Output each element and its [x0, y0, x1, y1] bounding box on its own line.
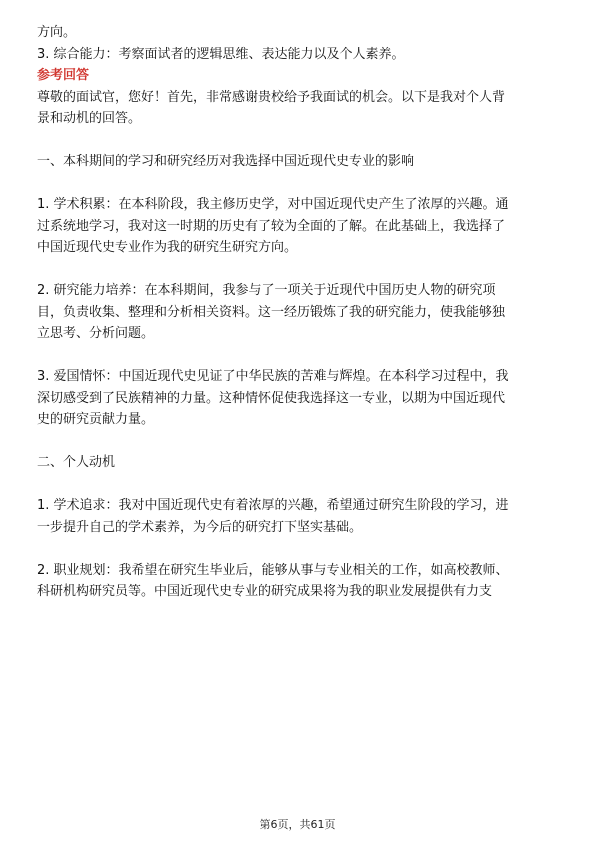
- section-heading: 二、个人动机: [37, 455, 116, 470]
- text-line: 目，负责收集、整理和分析相关资料。这一经历锻炼了我的研究能力，使我能够独: [37, 304, 506, 320]
- text-line: 科研机构研究员等。中国近现代史专业的研究成果将为我的职业发展提供有力支: [37, 584, 493, 599]
- text-line: 过系统地学习，我对这一时期的历史有了较为全面的了解。在此基础上，我选择了: [37, 218, 506, 234]
- paragraph-gap: [37, 130, 559, 152]
- page-number: 第6页，共61页: [259, 818, 336, 831]
- paragraph-gap: [37, 173, 559, 195]
- text-line: 史的研究贡献力量。: [37, 412, 155, 427]
- text-line: 景和动机的回答。: [37, 111, 142, 126]
- paragraph-gap: [37, 431, 559, 453]
- text-line: 方向。: [37, 25, 77, 40]
- text-line: 一步提升自己的学术素养，为今后的研究打下坚实基础。: [37, 519, 363, 535]
- text-line: 3. 爱国情怀：中国近现代史见证了中华民族的苦难与辉煌。在本科学习过程中，我: [37, 369, 509, 384]
- page-content: [37, 22, 559, 603]
- section-heading: 一、本科期间的学习和研究经历对我选择中国近现代史专业的影响: [37, 154, 415, 169]
- text-line: 2. 研究能力培养：在本科期间，我参与了一项关于近现代中国历史人物的研究项: [37, 283, 496, 298]
- text-line: 中国近现代史专业作为我的研究生研究方向。: [37, 240, 298, 255]
- paragraph-gap: [37, 474, 559, 496]
- text-line: 立思考、分析问题。: [37, 326, 155, 341]
- text-line: 3. 综合能力：考察面试者的逻辑思维、表达能力以及个人素养。: [37, 46, 405, 62]
- text-line: 深切感受到了民族精神的力量。这种情怀促使我选择这一专业，以期为中国近现代: [37, 390, 506, 406]
- text-line: 1. 学术追求：我对中国近现代史有着浓厚的兴趣，希望通过研究生阶段的学习，进: [37, 498, 509, 513]
- text-line: 1. 学术积累：在本科阶段，我主修历史学，对中国近现代史产生了浓厚的兴趣。通: [37, 197, 509, 212]
- paragraph-gap: [37, 345, 559, 367]
- paragraph-gap: [37, 538, 559, 560]
- text-line: 尊敬的面试官，您好！首先，非常感谢贵校给予我面试的机会。以下是我对个人背: [37, 89, 506, 105]
- text-line: 2. 职业规划：我希望在研究生毕业后，能够从事与专业相关的工作，如高校教师、: [37, 562, 509, 578]
- section-heading-reference-answer: 参考回答: [37, 68, 90, 83]
- paragraph-gap: [37, 259, 559, 281]
